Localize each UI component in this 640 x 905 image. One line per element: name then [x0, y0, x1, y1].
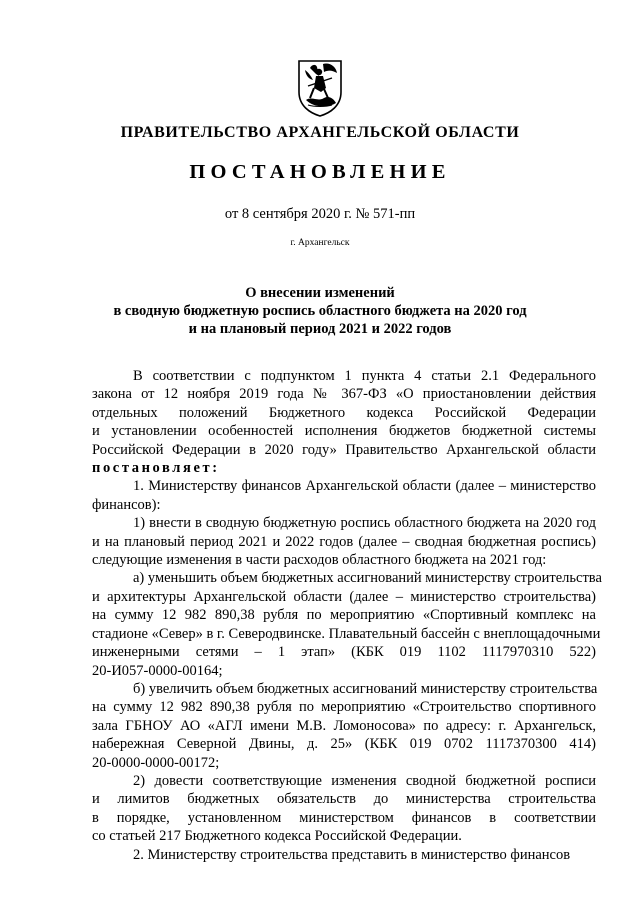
body-line: 1) внести в сводную бюджетную роспись областного бюджета на 2020 год: [133, 515, 596, 532]
body-line: 2) довести соответствующие изменения сводной бюджетной росписи: [133, 772, 596, 789]
arkhangelsk-coat-of-arms-icon: [296, 58, 344, 118]
body-line: В соответствии с подпунктом 1 пункта 4 статьи 2.1 Федерального: [133, 368, 596, 384]
subject-line: О внесении изменений: [245, 285, 395, 301]
subject-line: и на плановый период 2021 и 2022 годов: [188, 321, 452, 337]
body-line: на сумму 12 982 890,38 рубля по мероприятию «Спортивный комплекс на: [92, 607, 596, 624]
body-line: набережная Северной Двины, д. 25» (КБК 019 0702 1117370300 414): [92, 736, 596, 753]
body-line: в порядке, установленном министерством финансов в соответствии: [92, 809, 596, 826]
document-subject: [60, 284, 580, 338]
body-line: инженерными сетями – 1 этап» (КБК 019 1102 1117970310 522): [92, 644, 596, 661]
body-line: 1. Министерству финансов Архангельской области (далее – министерство: [133, 478, 596, 495]
body-line: и на плановый период 2021 и 2022 годов (далее – сводная бюджетная роспись): [92, 533, 596, 550]
body-line: и лимитов бюджетных обязательств до министерства строительства: [92, 791, 596, 808]
body-line: закона от 12 ноября 2019 года № 367-ФЗ «О приостановлении действия: [92, 386, 596, 403]
body-line: 2. Министерству строительства представить в министерство финансов: [133, 846, 571, 863]
body-line: со статьей 217 Бюджетного кодекса Российской Федерации.: [92, 828, 462, 845]
body-line: 20-0000-0000-00172;: [92, 754, 220, 771]
resolves-keyword: постановляет:: [92, 460, 220, 477]
document-type: ПОСТАНОВЛЕНИЕ: [189, 161, 451, 183]
body-line: Российской Федерации в 2020 году» Правительство Архангельской области: [92, 441, 596, 458]
body-line: финансов):: [92, 496, 161, 513]
document-city: г. Архангельск: [290, 238, 350, 248]
body-line: отдельных положений Бюджетного кодекса Российской Федерации: [92, 404, 596, 421]
body-line: зала ГБНОУ АО «АГЛ имени М.В. Ломоносова» по адресу: г. Архангельск,: [92, 717, 596, 734]
body-line: 20-И057-0000-00164;: [92, 662, 223, 679]
body-line: стадионе «Север» в г. Северодвинске. Плавательный бассейн с внеплощадочными: [92, 625, 601, 642]
document-body: [92, 367, 602, 864]
body-line: б) увеличить объем бюджетных ассигнований министерству строительства: [133, 680, 598, 697]
body-line: следующие изменения в части расходов областного бюджета на 2021 год:: [92, 552, 547, 569]
body-line: а) уменьшить объем бюджетных ассигнований министерству строительства: [133, 570, 602, 587]
body-line: на сумму 12 982 890,38 рубля по мероприятию «Строительство спортивного: [92, 699, 596, 716]
subject-line: в сводную бюджетную роспись областного бюджета на 2020 год: [113, 303, 527, 319]
document-date-number: от 8 сентября 2020 г. № 571-пп: [224, 206, 416, 222]
body-line: и установлении особенностей исполнения бюджетов бюджетной системы: [92, 423, 596, 440]
body-line: и архитектуры Архангельской области (далее – министерство строительства): [92, 588, 596, 605]
government-name: ПРАВИТЕЛЬСТВО АРХАНГЕЛЬСКОЙ ОБЛАСТИ: [120, 124, 520, 141]
